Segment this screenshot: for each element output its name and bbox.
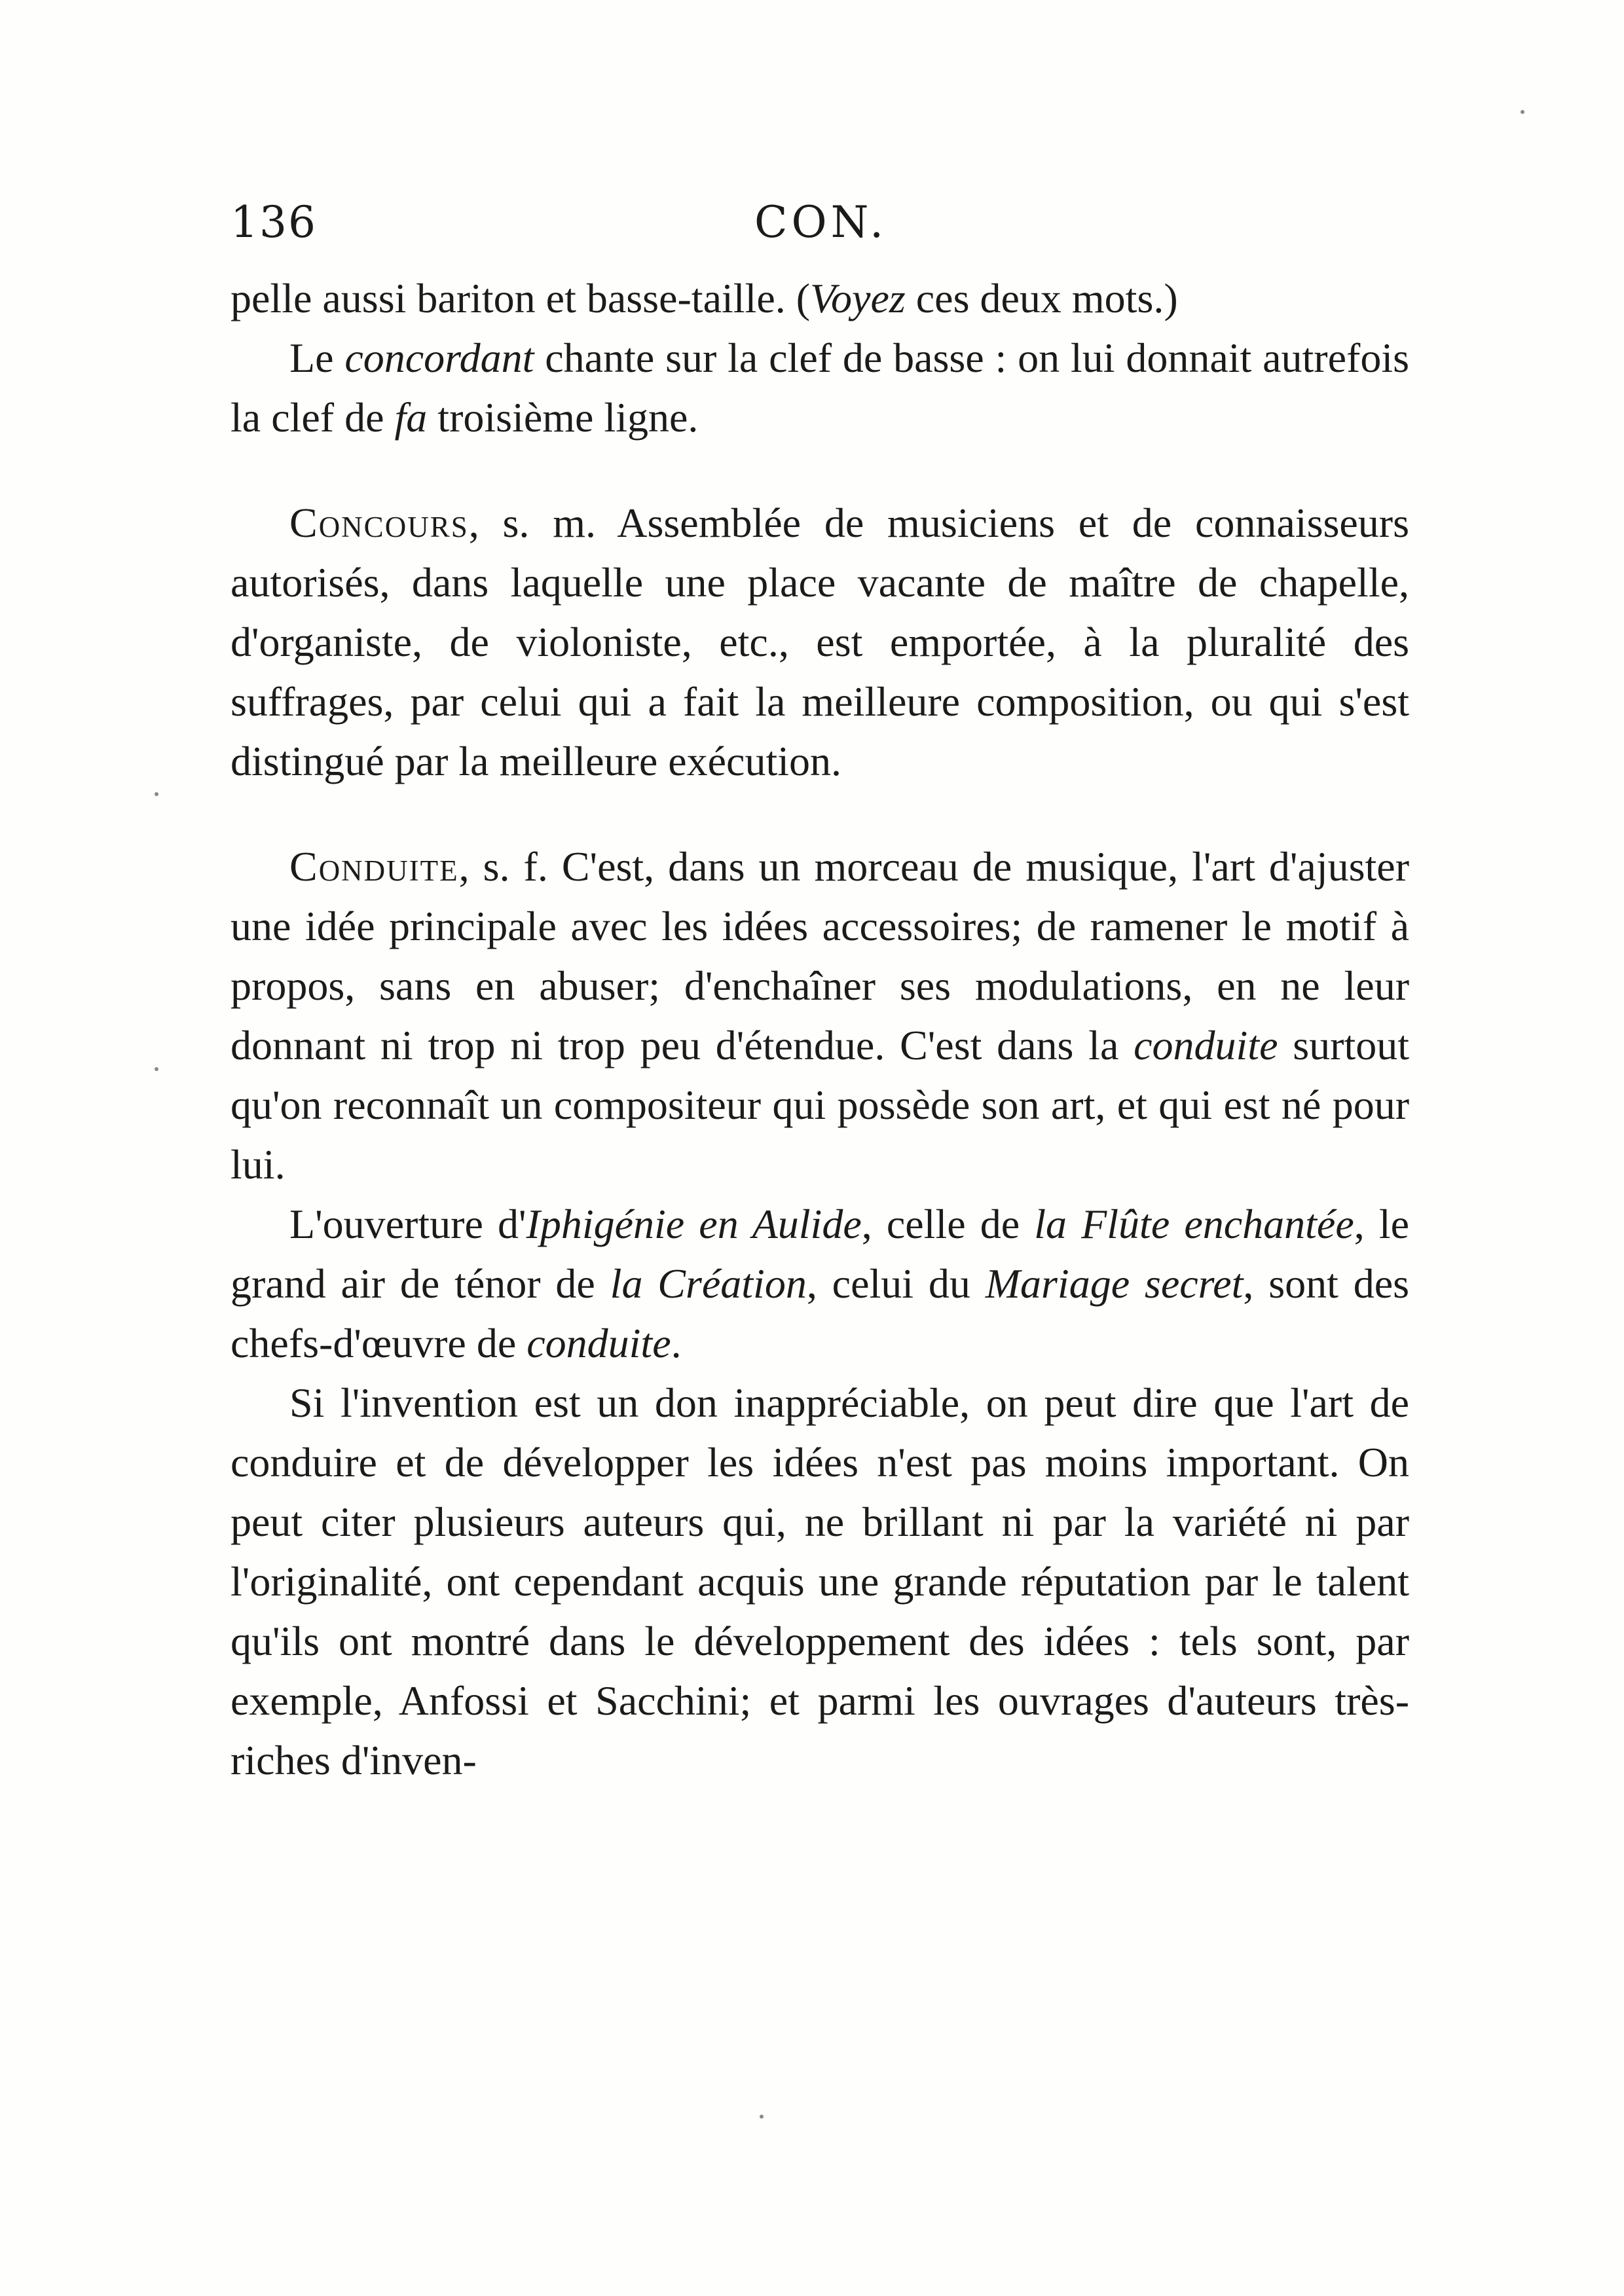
- text-run: , s. m. Assemblée de musiciens et de connaisseurs autorisés, dans laquelle une place vacante de maître de chapelle, d'organiste, de violoniste, etc., est emportée, à la pluralité des suffrages, par celui qui a fait la meilleure composition, ou qui s'est distingué par la meilleure exécution.: [231, 500, 1409, 784]
- entry-headword: Conduite: [289, 843, 459, 890]
- entry-conduite: [231, 837, 1409, 1194]
- text-run: Le: [289, 335, 345, 381]
- italic-run: la Flûte enchantée: [1034, 1201, 1354, 1247]
- paper-speck: [1521, 110, 1524, 114]
- text-run: surtout qu'on reconnaît un compositeur qui possède son art, et qui est né pour lui.: [231, 1022, 1410, 1188]
- paper-speck: [155, 1067, 158, 1071]
- italic-run: fa: [394, 394, 428, 441]
- italic-run: Iphigénie en Aulide: [526, 1201, 862, 1247]
- body-text: [231, 268, 1409, 1790]
- paragraph-continuation: [231, 268, 1409, 328]
- text-run: pelle aussi bariton et basse-taille. (: [231, 275, 811, 321]
- text-run: , celui du: [806, 1260, 986, 1307]
- text-run: , s. f. C'est, dans un morceau de musique, l'art d'ajuster une idée principale avec les idées accessoires; de ramener le motif à propos, sans en abuser; d'enchaîner ses modulations, en ne leur donnant ni trop ni trop peu d'étendue. C'est dans la: [231, 843, 1409, 1068]
- text-run: .: [671, 1320, 682, 1366]
- running-head: CON.: [754, 197, 888, 247]
- italic-run: la Création: [610, 1260, 807, 1307]
- paper-speck: [155, 792, 158, 796]
- page-header: [231, 190, 1409, 255]
- paper-speck: [760, 2115, 764, 2119]
- paragraph-examples: [231, 1194, 1409, 1373]
- text-run: troisième ligne.: [427, 394, 699, 441]
- text-run: , le grand air de ténor de: [231, 1201, 1410, 1307]
- italic-run: conduite: [526, 1320, 671, 1366]
- text-run: chante sur la clef de basse : on lui donnait autrefois la clef de: [231, 335, 1410, 441]
- italic-run: Voyez: [810, 275, 906, 321]
- text-run: ces deux mots.): [905, 275, 1178, 321]
- text-run: , sont des chefs-d'œuvre de: [231, 1260, 1410, 1366]
- entry-concours: [231, 493, 1409, 791]
- text-run: , celle de: [861, 1201, 1035, 1247]
- text-run: Si l'invention est un don inappréciable, on peut dire que l'art de conduire et de développer les idées n'est pas moins important. On peut citer plusieurs auteurs qui, ne brillant ni par la variété ni par l'originalité, ont cependant acquis une grande réputation par le talent qu'ils ont montré dans le développement des idées : tels sont, par exemple, Anfossi et Sacchini; et parmi les ouvrages d'auteurs très-riches d'inven-: [231, 1379, 1409, 1783]
- text-run: L'ouverture d': [289, 1201, 526, 1247]
- italic-run: concordant: [344, 335, 534, 381]
- italic-run: conduite: [1134, 1022, 1278, 1068]
- paragraph-concordant: [231, 328, 1409, 447]
- paragraph-invention: [231, 1373, 1409, 1790]
- entry-headword: Concours: [289, 500, 469, 546]
- italic-run: Mariage secret: [985, 1260, 1244, 1307]
- page-number: 136: [231, 197, 317, 247]
